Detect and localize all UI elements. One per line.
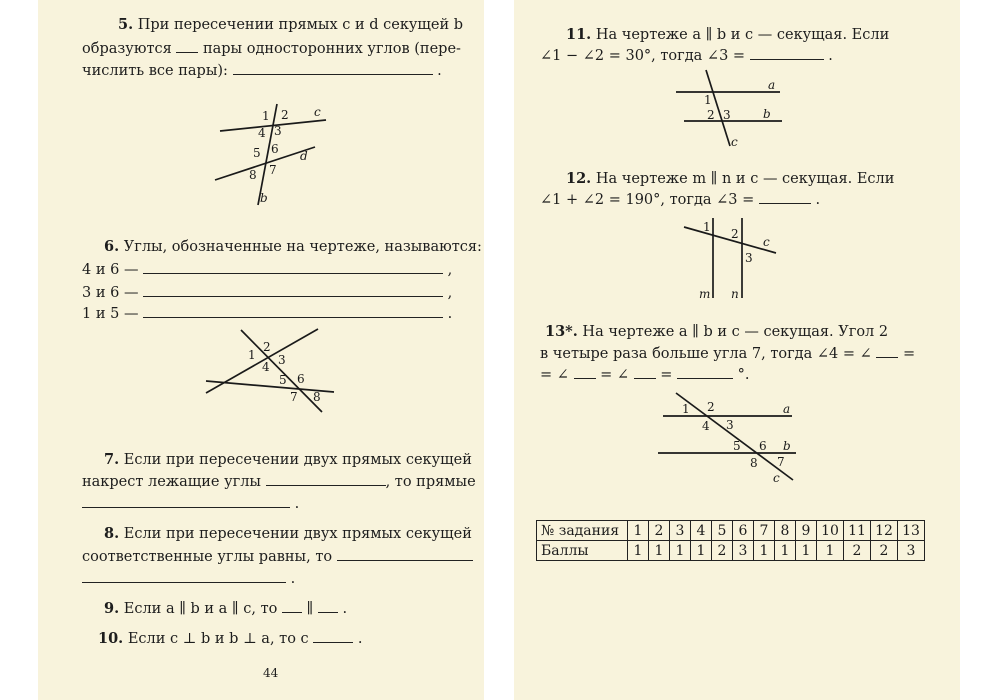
period: . xyxy=(342,601,348,617)
task-cell: 2 xyxy=(649,521,670,541)
points-cell: 2 xyxy=(844,541,871,561)
angle-label: 6 xyxy=(759,439,767,453)
task-5-text2b: пары односторонних углов (пере- xyxy=(202,41,461,57)
task-9-number: 9. xyxy=(104,600,120,617)
task-cell: 7 xyxy=(754,521,775,541)
task-cell: 1 xyxy=(628,521,649,541)
points-cell: 3 xyxy=(733,541,754,561)
angle-label: 1 xyxy=(703,220,711,234)
task-cell: 6 xyxy=(733,521,754,541)
angle-label: 2 xyxy=(707,108,715,122)
task-13-text3a: = ∠ xyxy=(540,367,569,383)
table-header-points: Баллы xyxy=(537,541,628,561)
task-7-number: 7. xyxy=(104,451,120,468)
task-7-text2a: накрест лежащие углы xyxy=(82,474,261,490)
angle-label: 1 xyxy=(704,93,712,107)
angle-label: 7 xyxy=(269,163,277,177)
task-11-text2: ∠1 − ∠2 = 30°, тогда ∠3 = xyxy=(540,48,746,64)
table-header-task: № задания xyxy=(537,521,628,541)
task-6-row3-label: 1 и 5 — xyxy=(82,306,139,322)
line-label-b: b xyxy=(763,107,771,121)
line-label-a: a xyxy=(783,402,791,416)
angle-label: 7 xyxy=(777,455,785,469)
points-cell: 1 xyxy=(670,541,691,561)
angle-label: 8 xyxy=(249,168,257,182)
task-8-text: Если при пересечении двух прямых секущей xyxy=(123,526,472,542)
angle-label: 1 xyxy=(682,402,690,416)
task-13-text3c: = xyxy=(660,367,673,383)
points-cell: 1 xyxy=(691,541,712,561)
task-8-number: 8. xyxy=(104,525,120,542)
angle-label: 1 xyxy=(262,109,270,123)
angle-label: 5 xyxy=(733,439,741,453)
task-cell: 5 xyxy=(712,521,733,541)
period: . xyxy=(828,48,833,64)
angle-label: 8 xyxy=(750,456,758,470)
task-12-text: На чертеже m ∥ n и c — секущая. Если xyxy=(595,171,895,187)
points-cell: 3 xyxy=(898,541,925,561)
task-5-number: 5. xyxy=(118,16,134,33)
task-6-row2-label: 3 и 6 — xyxy=(82,285,139,301)
task-10-text: Если c ⊥ b и b ⊥ a, то c xyxy=(127,631,309,647)
task-cell: 10 xyxy=(817,521,844,541)
task-8-text2: соответственные углы равны, то xyxy=(82,549,333,565)
task-cell: 3 xyxy=(670,521,691,541)
angle-label: 6 xyxy=(271,142,279,156)
period: . xyxy=(290,571,296,587)
task-6-row1-label: 4 и 6 — xyxy=(82,262,139,278)
line-label-c: c xyxy=(314,105,321,119)
scores-table xyxy=(536,520,925,561)
task-13-text: На чертеже a ∥ b и c — секущая. Угол 2 xyxy=(582,324,889,340)
task-5-text: При пересечении прямых c и d секущей b xyxy=(137,17,464,33)
angle-label: 5 xyxy=(253,146,261,160)
task-cell: 9 xyxy=(796,521,817,541)
points-cell: 2 xyxy=(712,541,733,561)
task-7-text2b: , то прямые xyxy=(385,474,476,490)
points-cell: 2 xyxy=(871,541,898,561)
line-label-b: b xyxy=(260,191,268,205)
task-9-text: Если a ∥ b и a ∥ c, то xyxy=(123,601,278,617)
task-11-number: 11. xyxy=(566,26,592,43)
period: . xyxy=(294,496,300,512)
task-12-number: 12. xyxy=(566,170,592,187)
line-label-c: c xyxy=(763,235,770,249)
angle-label: 7 xyxy=(290,390,298,404)
comma: , xyxy=(447,285,453,301)
angle-label: 3 xyxy=(278,353,286,367)
line-label-a: a xyxy=(768,78,776,92)
points-cell: 1 xyxy=(796,541,817,561)
task-5-text2a: образуются xyxy=(82,41,172,57)
task-10-number: 10. xyxy=(98,630,124,647)
task-cell: 8 xyxy=(775,521,796,541)
task-7-text: Если при пересечении двух прямых секущей xyxy=(123,452,472,468)
task-13-text2: в четыре раза больше угла 7, тогда ∠4 = ∠ xyxy=(540,346,872,362)
line-label-m: m xyxy=(699,287,711,301)
table-row-tasks xyxy=(537,521,925,541)
task-cell: 13 xyxy=(898,521,925,541)
angle-label: 3 xyxy=(745,251,753,265)
line-label-c: c xyxy=(731,135,738,149)
angle-label: 5 xyxy=(279,373,287,387)
angle-label: 1 xyxy=(248,348,256,362)
angle-label: 4 xyxy=(702,419,710,433)
angle-label: 6 xyxy=(297,372,305,386)
task-6-text: Углы, обозначенные на чертеже, называются: xyxy=(123,239,482,255)
task-5-text3: числить все пары): xyxy=(82,63,228,79)
points-cell: 1 xyxy=(775,541,796,561)
task-cell: 11 xyxy=(844,521,871,541)
task-5-period: . xyxy=(437,63,442,79)
line-label-c: c xyxy=(773,471,780,485)
points-cell: 1 xyxy=(649,541,670,561)
angle-label: 4 xyxy=(258,126,266,140)
line-label-d: d xyxy=(300,149,308,163)
line-label-b: b xyxy=(783,439,791,453)
angle-label: 2 xyxy=(263,340,271,354)
task-11-text: На чертеже a ∥ b и c — секущая. Если xyxy=(595,27,890,43)
task-9-parallel: ∥ xyxy=(306,601,314,617)
angle-label: 4 xyxy=(262,360,270,374)
line-c xyxy=(676,393,793,480)
points-cell: 1 xyxy=(817,541,844,561)
points-cell: 1 xyxy=(628,541,649,561)
angle-label: 3 xyxy=(723,108,731,122)
angle-label: 8 xyxy=(313,390,321,404)
points-cell: 1 xyxy=(754,541,775,561)
comma: , xyxy=(447,262,453,278)
period: . xyxy=(357,631,363,647)
period: . xyxy=(815,192,821,208)
line-label-n: n xyxy=(731,287,739,301)
task-13-text3b: = ∠ xyxy=(600,367,630,383)
task-13-degrees: °. xyxy=(737,367,750,383)
angle-label: 2 xyxy=(731,227,739,241)
angle-label: 2 xyxy=(707,400,715,414)
equals: = xyxy=(902,346,916,362)
angle-label: 3 xyxy=(726,418,734,432)
period: . xyxy=(447,306,453,322)
table-row-points xyxy=(537,541,925,561)
task-6-number: 6. xyxy=(104,238,120,255)
task-13-number: 13*. xyxy=(545,323,578,340)
angle-label: 3 xyxy=(274,124,282,138)
page-number: 44 xyxy=(263,666,279,680)
task-cell: 12 xyxy=(871,521,898,541)
angle-label: 2 xyxy=(281,108,289,122)
task-cell: 4 xyxy=(691,521,712,541)
task-12-text2: ∠1 + ∠2 = 190°, тогда ∠3 = xyxy=(540,192,755,208)
